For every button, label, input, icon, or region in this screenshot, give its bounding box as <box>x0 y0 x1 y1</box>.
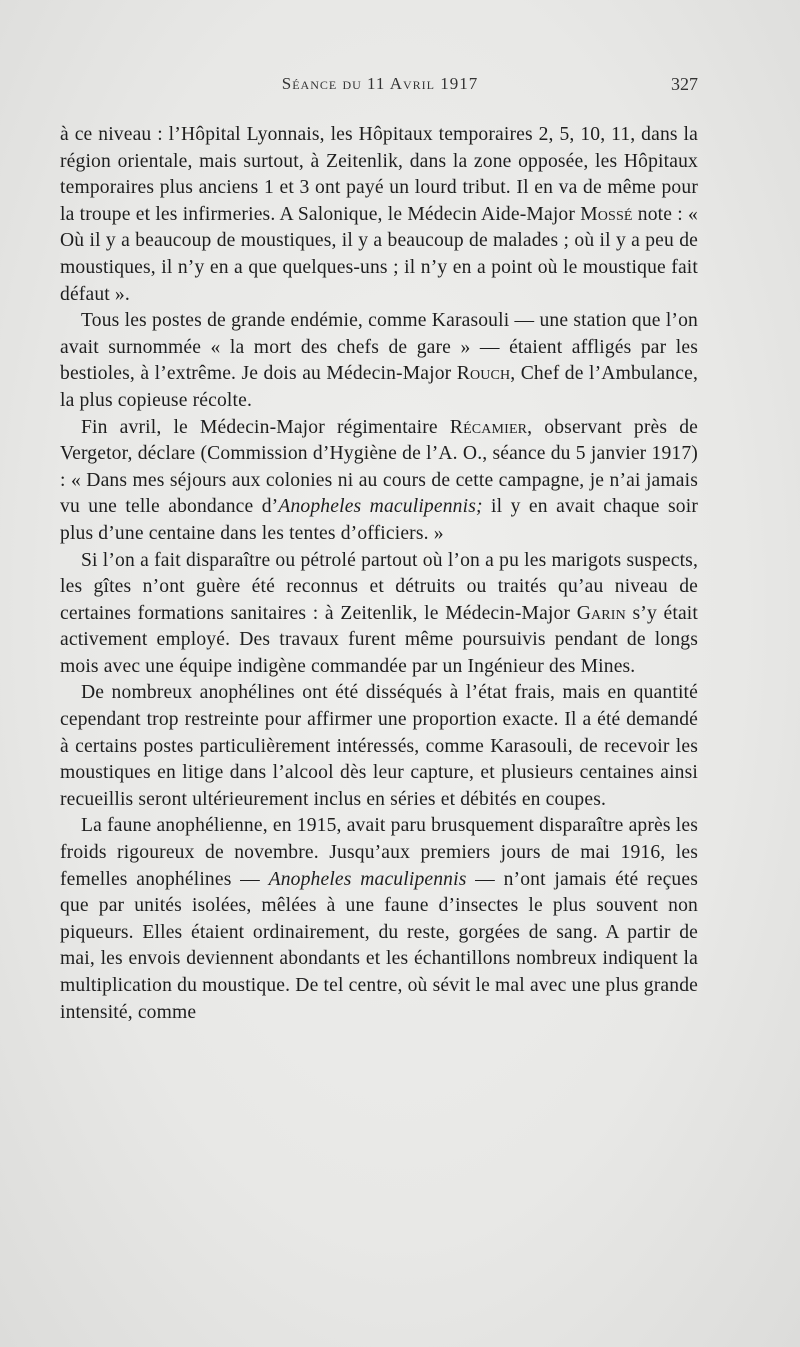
paragraph <box>60 680 698 813</box>
paragraph <box>60 415 698 548</box>
author-name: Rouch <box>456 363 511 385</box>
text-run: Si l’on a fait disparaître ou pétrolé partout où l’on a pu les marigots suspects, les gîtes n’ont guère été reconnus et détruits ou traités qu’au niveau de certaines formations sanitaires : à Zeitenlik, le Médecin-Major <box>60 549 698 624</box>
text-run: à ce niveau : l’Hôpital Lyonnais, les Hôpitaux temporaires 2, 5, 10, 11, dans la région orientale, mais surtout, à Zeitenlik, dans la zone opposée, les Hôpitaux temporaires plus anciens 1 et 3 ont payé un lourd tribut. Il en va de même pour la troupe et les infirmeries. A Salonique, le Médecin Aide-Major <box>60 124 698 225</box>
text-run: De nombreux anophélines ont été disséqués à l’état frais, mais en quantité cependant trop restreinte pour affirmer une proportion exacte. Il a été demandé à certains postes particulièrement intéressés, comme Karasouli, de recevoir les moustiques en litige dans l’alcool dès leur capture, et plusieurs centaines ainsi recueillis seront ultérieurement inclus en séries et débités en coupes. <box>60 682 698 810</box>
author-name: Garin <box>576 602 626 624</box>
text-run: , Chef de l’Ambulance, la plus copieuse récolte. <box>60 363 698 411</box>
text-run: s’y était activement employé. Des travaux furent même poursuivis pendant de longs mois avec une équipe indigène commandée par un Ingénieur des Mines. <box>60 602 698 677</box>
species-name: Anopheles maculipennis; <box>278 496 483 518</box>
paragraph <box>60 308 698 414</box>
text-run: Fin avril, le Médecin-Major régimentaire <box>81 416 450 438</box>
author-name: Mossé <box>580 203 633 225</box>
text-run: — n’ont jamais été reçues que par unités isolées, mêlées à une faune d’insectes le plus souvent non piqueurs. Elles étaient ordinairement, du reste, gorgées de sang. A partir de mai, les envois deviennent abondants et les échantillons nombreux indiquent la multiplication du moustique. De tel centre, où sévit le mal avec une plus grande intensité, comme <box>60 868 698 1023</box>
body-text <box>60 122 698 1026</box>
paragraph <box>60 813 698 1026</box>
paragraph <box>60 548 698 681</box>
text-run: , observant près de Vergetor, déclare (Commission d’Hygiène de l’A. O., séance du 5 janvier 1917) : « Dans mes séjours aux colonies ni au cours de cette campagne, je n’ai jamais vu une telle abondance d’ <box>60 416 698 518</box>
running-title: Séance du 11 Avril 1917 <box>281 74 479 93</box>
text-run: il y en avait chaque soir plus d’une centaine dans les tentes d’officiers. » <box>60 496 699 544</box>
author-name: Récamier <box>449 416 528 438</box>
page-number: 327 <box>671 74 698 94</box>
species-name: Anopheles maculipennis <box>268 868 467 890</box>
running-head <box>62 74 698 104</box>
text-run: note : « Où il y a beaucoup de moustiques, il y a beaucoup de malades ; où il y a peu de moustiques, il n’y en a que quelques-uns ; il n’y en a point où le moustique fait défaut ». <box>60 203 698 305</box>
text-run: Tous les postes de grande endémie, comme Karasouli — une station que l’on avait surnommée « la mort des chefs de gare » — étaient affligés par les bestioles, à l’extrême. Je dois au Médecin-Major <box>60 310 698 385</box>
paragraph <box>60 122 698 308</box>
text-run: La faune anophélienne, en 1915, avait paru brusquement disparaître après les froids rigoureux de novembre. Jusqu’aux premiers jours de mai 1916, les femelles anophélines — <box>60 815 698 890</box>
